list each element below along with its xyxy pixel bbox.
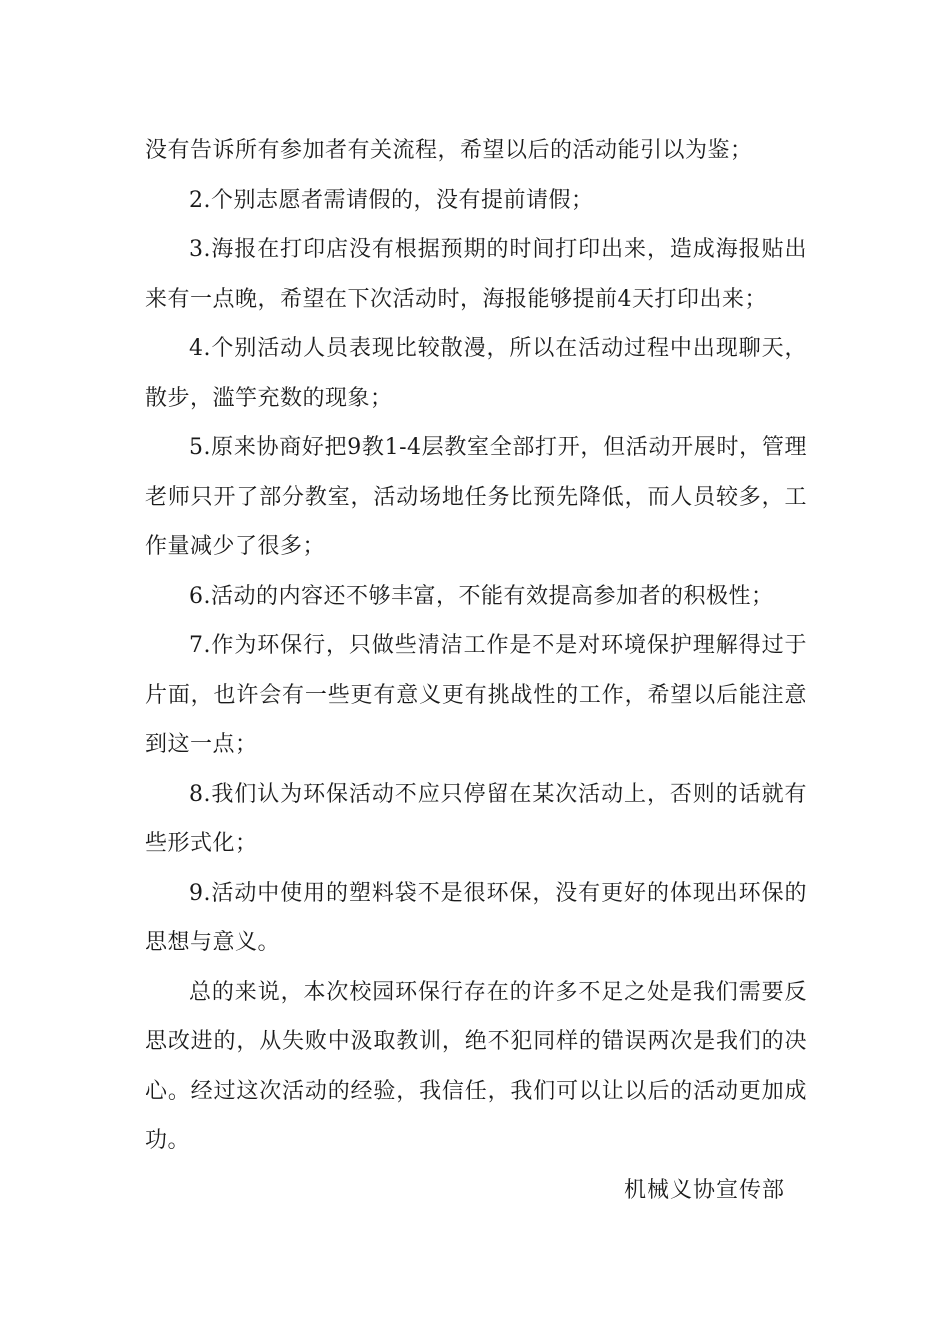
signature: 机械义协宣传部 <box>623 1177 785 1203</box>
paragraph-item-5: 5.原来协商好把9教1-4层教室全部打开，但活动开展时，管理老师只开了部分教室，活动场地任务比预先降低，而人员较多，工作量减少了很多； <box>145 435 807 559</box>
paragraph-item-9: 9.活动中使用的塑料袋不是很环保，没有更好的体现出环保的思想与意义。 <box>145 880 807 955</box>
paragraph-summary: 总的来说，本次校园环保行存在的许多不足之处是我们需要反思改进的，从失败中汲取教训，绝不犯同样的错误两次是我们的决心。经过这次活动的经验，我信任，我们可以让以后的活动更加成功。 <box>145 979 807 1153</box>
paragraph-continuation: 没有告诉所有参加者有关流程，希望以后的活动能引以为鉴； <box>145 138 753 163</box>
paragraph-item-8: 8.我们认为环保活动不应只停留在某次活动上，否则的话就有些形式化； <box>145 781 807 856</box>
paragraph-item-4: 4.个别活动人员表现比较散漫，所以在活动过程中出现聊天，散步，滥竽充数的现象； <box>145 336 807 411</box>
paragraph-item-3: 3.海报在打印店没有根据预期的时间打印出来，造成海报贴出来有一点晚，希望在下次活动时，海报能够提前4天打印出来； <box>145 237 807 312</box>
paragraph-item-7: 7.作为环保行，只做些清洁工作是不是对环境保护理解得过于片面，也许会有一些更有意义更有挑战性的工作，希望以后能注意到这一点； <box>145 633 807 757</box>
paragraph-item-2: 2.个别志愿者需请假的，没有提前请假； <box>189 187 594 213</box>
document-body <box>145 126 807 1215</box>
paragraph-item-6: 6.活动的内容还不够丰富，不能有效提高参加者的积极性； <box>189 583 774 609</box>
